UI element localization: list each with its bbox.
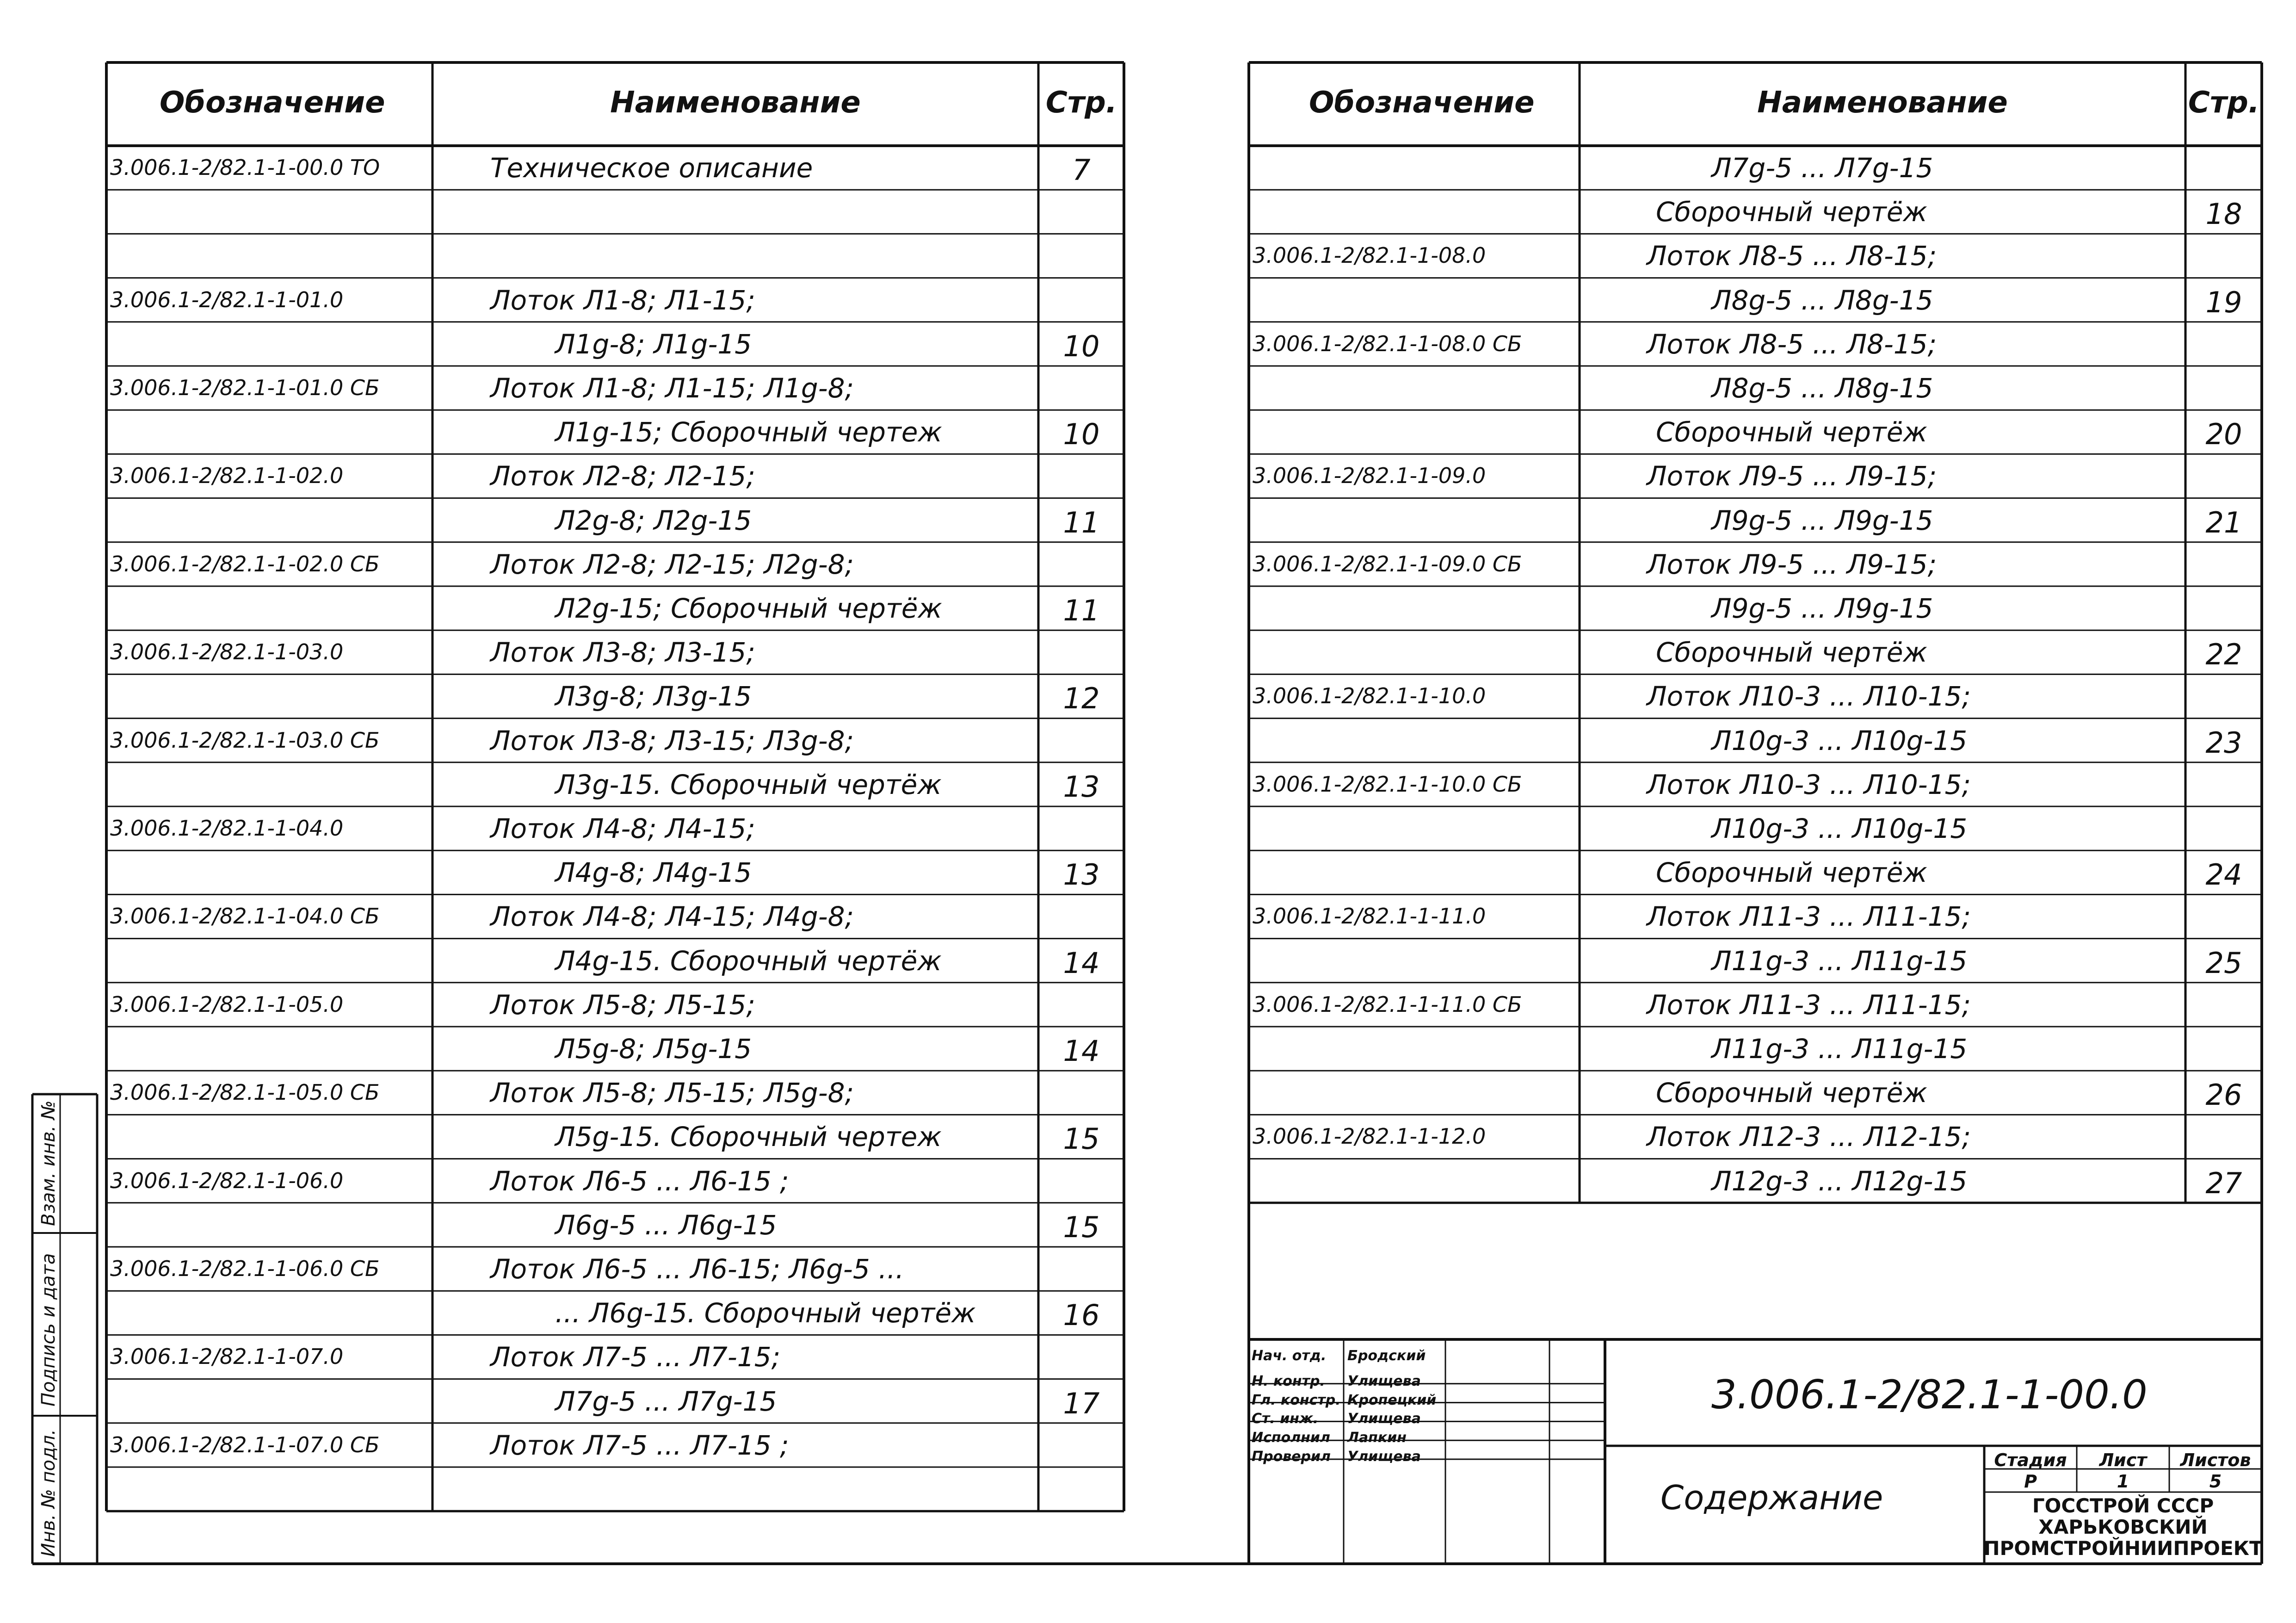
title-block-document-code: 3.006.1-2/82.1-1-00.0: [1711, 1372, 2148, 1418]
row-name: Л2g-15; Сборочный чертёж: [555, 593, 942, 624]
row-name: Л6g-5 ... Л6g-15: [555, 1209, 777, 1241]
title-block-sheet-title: Содержание: [1660, 1478, 1883, 1517]
row-name: Лоток Л5-8; Л5-15;: [490, 989, 755, 1021]
row-name: Лоток Л8-5 ... Л8-15;: [1647, 240, 1937, 272]
title-block-role: Проверил: [1252, 1449, 1331, 1465]
row-designation: 3.006.1-2/82.1-1-05.0 СБ: [110, 1080, 380, 1105]
title-block-stage-label: Стадия: [1994, 1450, 2067, 1470]
row-page-number: 12: [1063, 681, 1100, 716]
title-block-sheet-value: 1: [2117, 1471, 2129, 1492]
row-name: Л1g-8; Л1g-15: [555, 328, 752, 360]
row-designation: 3.006.1-2/82.1-1-10.0: [1253, 683, 1486, 709]
row-designation: 3.006.1-2/82.1-1-10.0 СБ: [1253, 771, 1522, 797]
row-name: Лоток Л2-8; Л2-15;: [490, 460, 755, 492]
title-block-role: Н. контр.: [1252, 1373, 1325, 1389]
title-block-person-name: Улищева: [1347, 1411, 1421, 1427]
row-name: Л11g-3 ... Л11g-15: [1711, 1033, 1968, 1065]
row-page-number: 21: [2205, 505, 2242, 539]
title-block-sheets-label: Листов: [2180, 1450, 2251, 1470]
row-name: Л11g-3 ... Л11g-15: [1711, 945, 1968, 977]
row-name: Л10g-3 ... Л10g-15: [1711, 813, 1968, 844]
title-block-role: Нач. отд.: [1252, 1348, 1327, 1364]
row-designation: 3.006.1-2/82.1-1-07.0 СБ: [110, 1432, 380, 1457]
row-name: Л9g-5 ... Л9g-15: [1711, 504, 1933, 536]
row-designation: 3.006.1-2/82.1-1-03.0: [110, 639, 344, 665]
row-name: Лоток Л3-8; Л3-15;: [490, 637, 755, 669]
row-designation: 3.006.1-2/82.1-1-12.0: [1253, 1124, 1486, 1149]
row-name: Л10g-3 ... Л10g-15: [1711, 725, 1968, 756]
title-block-org-line: ГОССТРОЙ СССР: [2032, 1494, 2214, 1517]
row-name: Сборочный чертёж: [1656, 416, 1927, 448]
row-name: Лоток Л9-5 ... Л9-15;: [1647, 548, 1937, 580]
row-name: Л7g-5 ... Л7g-15: [1711, 152, 1933, 184]
row-name: Л8g-5 ... Л8g-15: [1711, 372, 1933, 404]
row-name: Лоток Л9-5 ... Л9-15;: [1647, 460, 1937, 492]
row-name: Лоток Л4-8; Л4-15; Л4g-8;: [490, 901, 854, 933]
row-designation: 3.006.1-2/82.1-1-04.0: [110, 816, 344, 841]
row-designation: 3.006.1-2/82.1-1-06.0 СБ: [110, 1256, 380, 1281]
title-block-sheet-label: Лист: [2099, 1450, 2147, 1470]
row-name: Лоток Л12-3 ... Л12-15;: [1647, 1121, 1971, 1153]
row-name: Лоток Л1-8; Л1-15; Л1g-8;: [490, 372, 854, 404]
row-name: Лоток Л2-8; Л2-15; Л2g-8;: [490, 548, 854, 580]
title-block-person-name: Лапкин: [1347, 1430, 1407, 1446]
row-designation: 3.006.1-2/82.1-1-07.0: [110, 1344, 344, 1369]
title-block-person-name: Улищева: [1347, 1373, 1421, 1389]
row-name: Сборочный чертёж: [1656, 857, 1927, 889]
row-designation: 3.006.1-2/82.1-1-06.0: [110, 1168, 344, 1193]
row-name: Лоток Л11-3 ... Л11-15;: [1647, 989, 1971, 1021]
row-name: Лоток Л8-5 ... Л8-15;: [1647, 328, 1937, 360]
row-name: Сборочный чертёж: [1656, 1077, 1927, 1109]
row-designation: 3.006.1-2/82.1-1-02.0: [110, 463, 344, 489]
row-page-number: 25: [2205, 946, 2242, 980]
row-name: Лоток Л10-3 ... Л10-15;: [1647, 768, 1971, 800]
row-designation: 3.006.1-2/82.1-1-08.0: [1253, 243, 1486, 268]
row-designation: 3.006.1-2/82.1-1-05.0: [110, 991, 344, 1017]
row-designation: 3.006.1-2/82.1-1-01.0: [110, 287, 344, 312]
right-header-designation: Обозначение: [1309, 86, 1535, 120]
row-name: Л2g-8; Л2g-15: [555, 504, 752, 536]
row-page-number: 7: [1072, 153, 1091, 187]
row-name: Лоток Л4-8; Л4-15;: [490, 813, 755, 844]
row-name: ... Л6g-15. Сборочный чертёж: [555, 1297, 976, 1329]
row-name: Лоток Л5-8; Л5-15; Л5g-8;: [490, 1077, 854, 1109]
row-designation: 3.006.1-2/82.1-1-09.0: [1253, 463, 1486, 489]
row-designation: 3.006.1-2/82.1-1-01.0 СБ: [110, 375, 380, 400]
right-header-page: Стр.: [2188, 86, 2260, 120]
right-header-name: Наименование: [1757, 86, 2008, 120]
row-designation: 3.006.1-2/82.1-1-00.0 ТО: [110, 155, 380, 180]
left-header-designation: Обозначение: [160, 86, 385, 120]
left-header-page: Стр.: [1045, 86, 1117, 120]
row-page-number: 27: [2205, 1166, 2242, 1200]
row-designation: 3.006.1-2/82.1-1-11.0: [1253, 904, 1486, 929]
title-block-stage-value: Р: [2024, 1471, 2037, 1492]
title-block-org-line: ПРОМСТРОЙНИИПРОЕКТ: [1983, 1537, 2263, 1560]
row-page-number: 11: [1063, 505, 1100, 539]
row-name: Л5g-8; Л5g-15: [555, 1033, 752, 1065]
title-block-role: Ст. инж.: [1252, 1411, 1319, 1427]
row-designation: 3.006.1-2/82.1-1-09.0 СБ: [1253, 551, 1522, 576]
row-page-number: 17: [1063, 1386, 1100, 1420]
row-page-number: 23: [2205, 725, 2242, 760]
row-page-number: 10: [1063, 329, 1100, 363]
row-name: Лоток Л10-3 ... Л10-15;: [1647, 681, 1971, 712]
row-name: Л3g-8; Л3g-15: [555, 681, 752, 712]
title-block-person-name: Бродский: [1347, 1348, 1426, 1364]
row-name: Л7g-5 ... Л7g-15: [555, 1385, 777, 1417]
row-page-number: 15: [1063, 1122, 1100, 1156]
row-page-number: 16: [1063, 1298, 1100, 1332]
row-name: Л9g-5 ... Л9g-15: [1711, 593, 1933, 624]
row-page-number: 14: [1063, 946, 1100, 980]
row-designation: 3.006.1-2/82.1-1-11.0 СБ: [1253, 991, 1522, 1017]
row-page-number: 14: [1063, 1034, 1100, 1068]
row-name: Л4g-15. Сборочный чертёж: [555, 945, 942, 977]
row-designation: 3.006.1-2/82.1-1-08.0 СБ: [1253, 331, 1522, 356]
left-header-name: Наименование: [610, 86, 861, 120]
row-name: Л1g-15; Сборочный чертеж: [555, 416, 942, 448]
row-page-number: 18: [2205, 197, 2242, 231]
row-page-number: 20: [2205, 417, 2242, 452]
row-name: Л3g-15. Сборочный чертёж: [555, 768, 942, 800]
title-block-sheets-value: 5: [2209, 1471, 2222, 1492]
row-name: Сборочный чертёж: [1656, 637, 1927, 669]
row-page-number: 10: [1063, 417, 1100, 452]
row-page-number: 19: [2205, 285, 2242, 319]
side-stamp-field-label: Взам. инв. №: [38, 1100, 59, 1226]
row-page-number: 24: [2205, 858, 2242, 892]
row-designation: 3.006.1-2/82.1-1-04.0 СБ: [110, 904, 380, 929]
row-name: Техническое описание: [490, 152, 813, 184]
row-name: Сборочный чертёж: [1656, 196, 1927, 228]
side-stamp-field-label: Инв. № подл.: [38, 1429, 59, 1557]
row-page-number: 13: [1063, 769, 1100, 804]
row-designation: 3.006.1-2/82.1-1-03.0 СБ: [110, 727, 380, 753]
row-name: Лоток Л7-5 ... Л7-15 ;: [490, 1429, 789, 1461]
row-name: Лоток Л6-5 ... Л6-15; Л6g-5 ...: [490, 1253, 904, 1285]
row-name: Лоток Л1-8; Л1-15;: [490, 284, 755, 316]
row-name: Лоток Л3-8; Л3-15; Л3g-8;: [490, 725, 854, 756]
row-page-number: 15: [1063, 1210, 1100, 1244]
title-block-role: Гл. констр.: [1252, 1392, 1341, 1408]
row-name: Лоток Л6-5 ... Л6-15 ;: [490, 1165, 789, 1197]
title-block-person-name: Кропецкий: [1347, 1392, 1437, 1408]
row-page-number: 11: [1063, 594, 1100, 627]
row-name: Л12g-3 ... Л12g-15: [1711, 1165, 1968, 1197]
title-block-org-line: ХАРЬКОВСКИЙ: [2038, 1516, 2208, 1538]
row-name: Лоток Л7-5 ... Л7-15;: [490, 1341, 781, 1373]
title-block-person-name: Улищева: [1347, 1449, 1421, 1465]
row-page-number: 13: [1063, 858, 1100, 892]
row-page-number: 22: [2205, 638, 2242, 672]
row-name: Л4g-8; Л4g-15: [555, 857, 752, 889]
side-stamp-field-label: Подпись и дата: [38, 1253, 59, 1406]
row-page-number: 26: [2205, 1078, 2242, 1112]
row-name: Л8g-5 ... Л8g-15: [1711, 284, 1933, 316]
row-name: Л5g-15. Сборочный чертеж: [555, 1121, 942, 1153]
row-name: Лоток Л11-3 ... Л11-15;: [1647, 901, 1971, 933]
title-block-role: Исполнил: [1252, 1430, 1330, 1446]
row-designation: 3.006.1-2/82.1-1-02.0 СБ: [110, 551, 380, 576]
